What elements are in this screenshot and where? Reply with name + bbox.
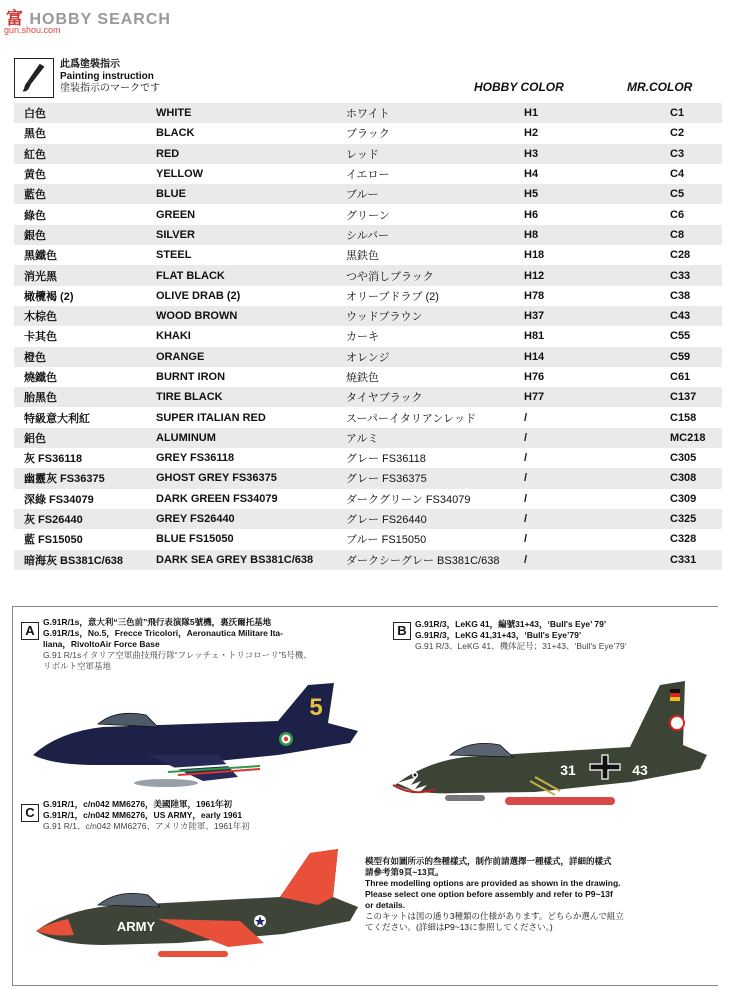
paint-name-jp: カーキ	[346, 331, 379, 344]
option-a-jet-illustration	[28, 677, 363, 802]
paint-name-cn: 鋁色	[14, 428, 156, 448]
paint-row	[14, 286, 722, 306]
paint-name-jp: タイヤブラック	[346, 387, 524, 407]
paint-name-en: YELLOW	[156, 168, 204, 181]
paint-name-cn: 燒鐵色	[24, 372, 57, 384]
mr-color-code: C137	[670, 387, 722, 407]
paint-row	[14, 428, 722, 448]
paint-row	[14, 326, 722, 346]
option-a-caption: G.91R/1s，意大利“三色前”飛行表演隊5號機，裏沃爾托基地 G.91R/1s，No.5，Frecce Tricolori，Aeronautica Militare Ita- liana，RivoltoAir Force Base G.91 R/1sイタリア空軍曲技飛行隊“フレッチェ・トリコローリ”5号機、 リボルト空軍基地	[43, 617, 312, 671]
paint-name-cn: 暗海灰 BS381C/638	[14, 550, 156, 570]
paint-name-en: RED	[156, 144, 346, 164]
paint-name-en: GREY FS36118	[156, 452, 235, 465]
paint-name-en: GREEN	[156, 208, 196, 221]
mr-color-code: C38	[670, 289, 691, 302]
paint-name-cn: 銀色	[14, 225, 156, 245]
hobby-color-code: H6	[524, 208, 539, 221]
hobby-color-code: H12	[524, 265, 670, 285]
mr-color-code: C43	[670, 306, 722, 326]
paint-row	[14, 204, 722, 224]
paint-name-jp: ダークグリーン FS34079	[346, 493, 471, 506]
paint-name-cn: 深綠 FS34079	[24, 493, 94, 506]
mr-color-code: C5	[670, 184, 722, 204]
paint-name-cn: 黄色	[24, 169, 46, 182]
paint-name-cn: 藍色	[14, 184, 156, 204]
paint-name-cn: 消光黑	[14, 265, 156, 285]
paint-name-jp: グレー FS36118	[346, 453, 426, 466]
mr-color-code: C331	[670, 550, 722, 570]
mr-color-code: C305	[670, 452, 697, 465]
paint-name-cn: 黑色	[24, 128, 46, 141]
mr-color-code: C325	[670, 509, 722, 529]
paint-name-cn: 胎黑色	[14, 387, 156, 407]
option-a-letter: A	[21, 622, 39, 640]
paint-row	[14, 367, 722, 387]
paint-name-en: GHOST GREY FS36375	[156, 468, 346, 488]
mr-color-code: C3	[670, 144, 722, 164]
painting-instruction-header	[60, 59, 160, 95]
option-b-jet-illustration	[385, 667, 715, 822]
title-en: Painting instruction	[60, 71, 154, 82]
hobby-color-code: H3	[524, 144, 670, 164]
mr-color-code: MC218	[670, 428, 722, 448]
hobby-color-code: H14	[524, 347, 670, 367]
paint-name-jp: オレンジ	[346, 347, 524, 367]
paint-name-en: DARK SEA GREY BS381C/638	[156, 550, 346, 570]
paint-name-jp: グレー FS36375	[346, 468, 524, 488]
paint-name-en: FLAT BLACK	[156, 265, 346, 285]
paint-row	[14, 468, 722, 488]
paint-name-jp: アルミ	[346, 428, 524, 448]
paint-name-jp: スーパーイタリアンレッド	[346, 412, 477, 425]
paint-name-cn: 橄欖褐 (2)	[24, 290, 74, 303]
paint-name-cn: 白色	[14, 103, 156, 123]
paint-name-jp: ダークシーグレー BS381C/638	[346, 550, 524, 570]
mr-color-code: C55	[670, 330, 691, 343]
paint-name-cn: 卡其色	[24, 331, 57, 344]
paint-name-en: BURNT IRON	[156, 371, 226, 383]
paint-row	[14, 225, 722, 245]
paint-name-en: SILVER	[156, 225, 346, 245]
title-cn: 此爲塗裝指示	[60, 59, 120, 70]
paint-row	[14, 103, 722, 123]
paint-row	[14, 184, 722, 204]
hobby-color-code: /	[524, 468, 670, 488]
title-jp: 塗装指示のマークです	[60, 83, 160, 94]
hobby-color-code: /	[524, 509, 670, 529]
option-c-caption: G.91R/1，c/n042 MM6276，美國陸軍，1961年初 G.91R/1，c/n042 MM6276，US ARMY，early 1961 G.91 R/1、c/n042 MM6276、アメリカ陸軍、1961年初	[43, 799, 250, 831]
paint-name-cn: 幽靈灰 FS36375	[14, 468, 156, 488]
option-b-serial-right: 43	[632, 762, 648, 778]
paint-row	[14, 387, 722, 407]
paint-name-jp: オリーブドラブ (2)	[346, 290, 439, 303]
modelling-options-note: 模型有如圖所示的叁種樣式，制作前請選擇一種樣式，詳細的樣式 請參考第9頁~13頁。 Three modelling options are provided as shown in the drawing. Please select one option before assembly and refer to P9~13f or details. このキットは図の通り3種類の仕様があります。どちらか選んで組立 てください。(詳細はP9~13に参照してください。)	[365, 856, 624, 932]
hobby-color-code: H37	[524, 306, 670, 326]
paint-row	[14, 509, 722, 529]
mr-color-code: C6	[670, 208, 685, 221]
paint-name-cn: 黑鐵色	[24, 250, 57, 263]
paint-table	[14, 103, 722, 570]
paint-name-en: GREY FS26440	[156, 509, 346, 529]
paint-row	[14, 306, 722, 326]
hobby-color-code: /	[524, 533, 528, 546]
paint-name-jp: 焼鉄色	[346, 372, 379, 384]
hobby-color-code: H81	[524, 330, 545, 343]
paint-name-en: KHAKI	[156, 330, 191, 343]
mr-color-code: C309	[670, 492, 697, 505]
col-head-hobby-color: HOBBY COLOR	[474, 80, 564, 94]
paint-row	[14, 144, 722, 164]
paint-row	[14, 123, 722, 143]
mr-color-code: C4	[670, 168, 685, 181]
paint-row	[14, 164, 722, 184]
paint-name-cn: 特級意大利紅	[24, 412, 90, 425]
hobby-color-code: /	[524, 492, 528, 505]
hobby-color-code: H5	[524, 184, 670, 204]
paint-name-cn: 藍 FS15050	[24, 534, 83, 547]
option-c-army-text: ARMY	[116, 919, 156, 934]
hobby-color-code: H76	[524, 371, 545, 383]
paint-name-en: SUPER ITALIAN RED	[156, 411, 266, 424]
watermark-logo: 富 HOBBY SEARCH	[6, 9, 171, 28]
paint-name-en: WOOD BROWN	[156, 306, 346, 326]
paint-row	[14, 265, 722, 285]
paint-row	[14, 448, 722, 468]
paint-name-en: BLACK	[156, 127, 195, 140]
hobby-color-code: H4	[524, 168, 539, 181]
paint-name-en: WHITE	[156, 103, 346, 123]
paint-name-cn: 灰 FS26440	[14, 509, 156, 529]
mr-color-code: C1	[670, 103, 722, 123]
paint-row	[14, 347, 722, 367]
paint-name-cn: 灰 FS36118	[24, 453, 83, 466]
paint-name-jp: ホワイト	[346, 103, 524, 123]
paint-name-cn: 綠色	[24, 209, 46, 222]
paint-row	[14, 245, 722, 265]
hobby-color-code: H1	[524, 103, 670, 123]
mr-color-code: C308	[670, 468, 722, 488]
paint-row	[14, 550, 722, 570]
paint-name-en: DARK GREEN FS34079	[156, 492, 278, 505]
paint-name-jp: ブルー FS15050	[346, 534, 427, 547]
option-c-letter: C	[21, 804, 39, 822]
paint-name-cn: 紅色	[14, 144, 156, 164]
mr-color-code: C33	[670, 265, 722, 285]
hobby-color-code: H8	[524, 225, 670, 245]
option-c-jet-illustration	[28, 839, 363, 987]
paint-brush-icon	[14, 58, 54, 98]
paint-name-jp: つや消しブラック	[346, 265, 524, 285]
paint-name-jp: ブルー	[346, 184, 524, 204]
paint-name-en: BLUE	[156, 184, 346, 204]
mr-color-code: C328	[670, 533, 697, 546]
option-a-tail-number: 5	[309, 694, 323, 721]
paint-name-en: ORANGE	[156, 347, 346, 367]
hobby-color-code: H77	[524, 387, 670, 407]
hobby-color-code: H78	[524, 289, 545, 302]
mr-color-code: C158	[670, 411, 697, 424]
paint-name-en: STEEL	[156, 249, 192, 262]
paint-name-jp: シルバー	[346, 225, 524, 245]
option-b-caption: G.91R/3，LeKG 41，編號31+43，‘Bull's Eye’ 79’ G.91R/3，LeKG 41,31+43，‘Bull's Eye’79’ G.91 R/3、LeKG 41、機体記号；31+43、‘Bull's Eye’79’	[415, 619, 627, 651]
col-head-mr-color: MR.COLOR	[627, 80, 693, 94]
hobby-color-code: H2	[524, 127, 539, 140]
hobby-color-code: /	[524, 411, 528, 424]
option-b-serial-left: 31	[560, 762, 576, 778]
hobby-color-code: /	[524, 452, 528, 465]
mr-color-code: C61	[670, 371, 691, 383]
mr-color-code: C8	[670, 225, 722, 245]
paint-name-en: OLIVE DRAB (2)	[156, 289, 241, 302]
paint-row	[14, 489, 722, 509]
paint-name-jp: レッド	[346, 144, 524, 164]
paint-name-cn: 橙色	[14, 347, 156, 367]
paint-name-jp: グレー FS26440	[346, 509, 524, 529]
mr-color-code: C2	[670, 127, 685, 140]
mr-color-code: C59	[670, 347, 722, 367]
paint-row	[14, 407, 722, 427]
hobby-color-code: /	[524, 428, 670, 448]
paint-name-jp: グリーン	[346, 209, 390, 222]
hobby-color-code: /	[524, 550, 670, 570]
paint-name-jp: イエロー	[346, 169, 390, 182]
paint-name-jp: 黒鉄色	[346, 250, 379, 263]
hobby-color-code: H18	[524, 249, 545, 262]
paint-name-en: ALUMINUM	[156, 428, 346, 448]
paint-name-jp: ブラック	[346, 128, 390, 141]
paint-name-en: TIRE BLACK	[156, 387, 346, 407]
watermark-url: gun.shou.com	[4, 25, 61, 35]
mr-color-code: C28	[670, 249, 691, 262]
option-b-letter: B	[393, 622, 411, 640]
paint-row	[14, 529, 722, 549]
paint-name-jp: ウッドブラウン	[346, 306, 524, 326]
paint-name-cn: 木棕色	[14, 306, 156, 326]
paint-name-en: BLUE FS15050	[156, 533, 234, 546]
